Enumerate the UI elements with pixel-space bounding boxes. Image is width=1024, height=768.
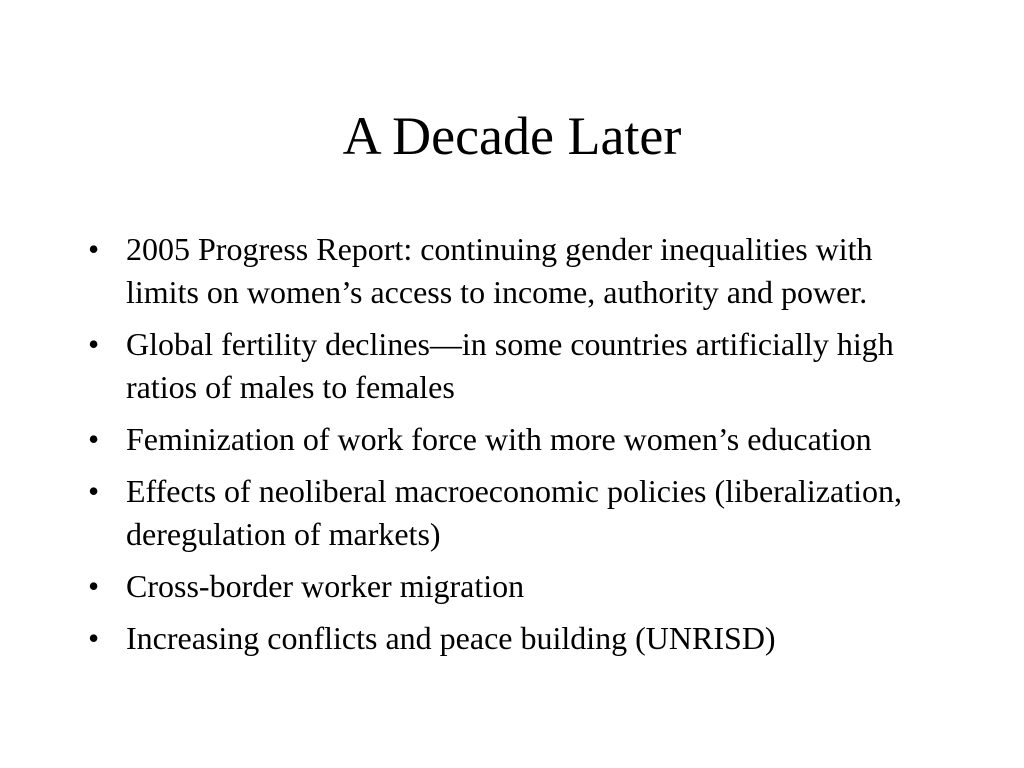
bullet-item	[88, 565, 948, 608]
bullet-dot-icon: •	[88, 421, 100, 457]
bullet-list	[88, 228, 948, 669]
bullet-item	[88, 470, 948, 556]
bullet-text: 2005 Progress Report: continuing gender inequalities with limits on women’s access to income, authority and power.	[126, 231, 873, 310]
bullet-text: Increasing conflicts and peace building (UNRISD)	[126, 620, 776, 656]
bullet-item	[88, 323, 948, 409]
slide-title: A Decade Later	[342, 106, 682, 166]
bullet-text: Effects of neoliberal macroeconomic policies (liberalization, deregulation of markets)	[126, 473, 902, 552]
bullet-text: Feminization of work force with more women’s education	[126, 421, 872, 457]
bullet-dot-icon: •	[88, 231, 100, 267]
bullet-item	[88, 228, 948, 314]
bullet-text: Cross-border worker migration	[126, 568, 525, 604]
bullet-item	[88, 617, 948, 660]
bullet-dot-icon: •	[88, 473, 100, 509]
bullet-dot-icon: •	[88, 326, 100, 362]
bullet-item	[88, 418, 948, 461]
bullet-text: Global fertility declines—in some countries artificially high ratios of males to females	[126, 326, 894, 405]
bullet-dot-icon: •	[88, 620, 100, 656]
bullet-dot-icon: •	[88, 568, 100, 604]
